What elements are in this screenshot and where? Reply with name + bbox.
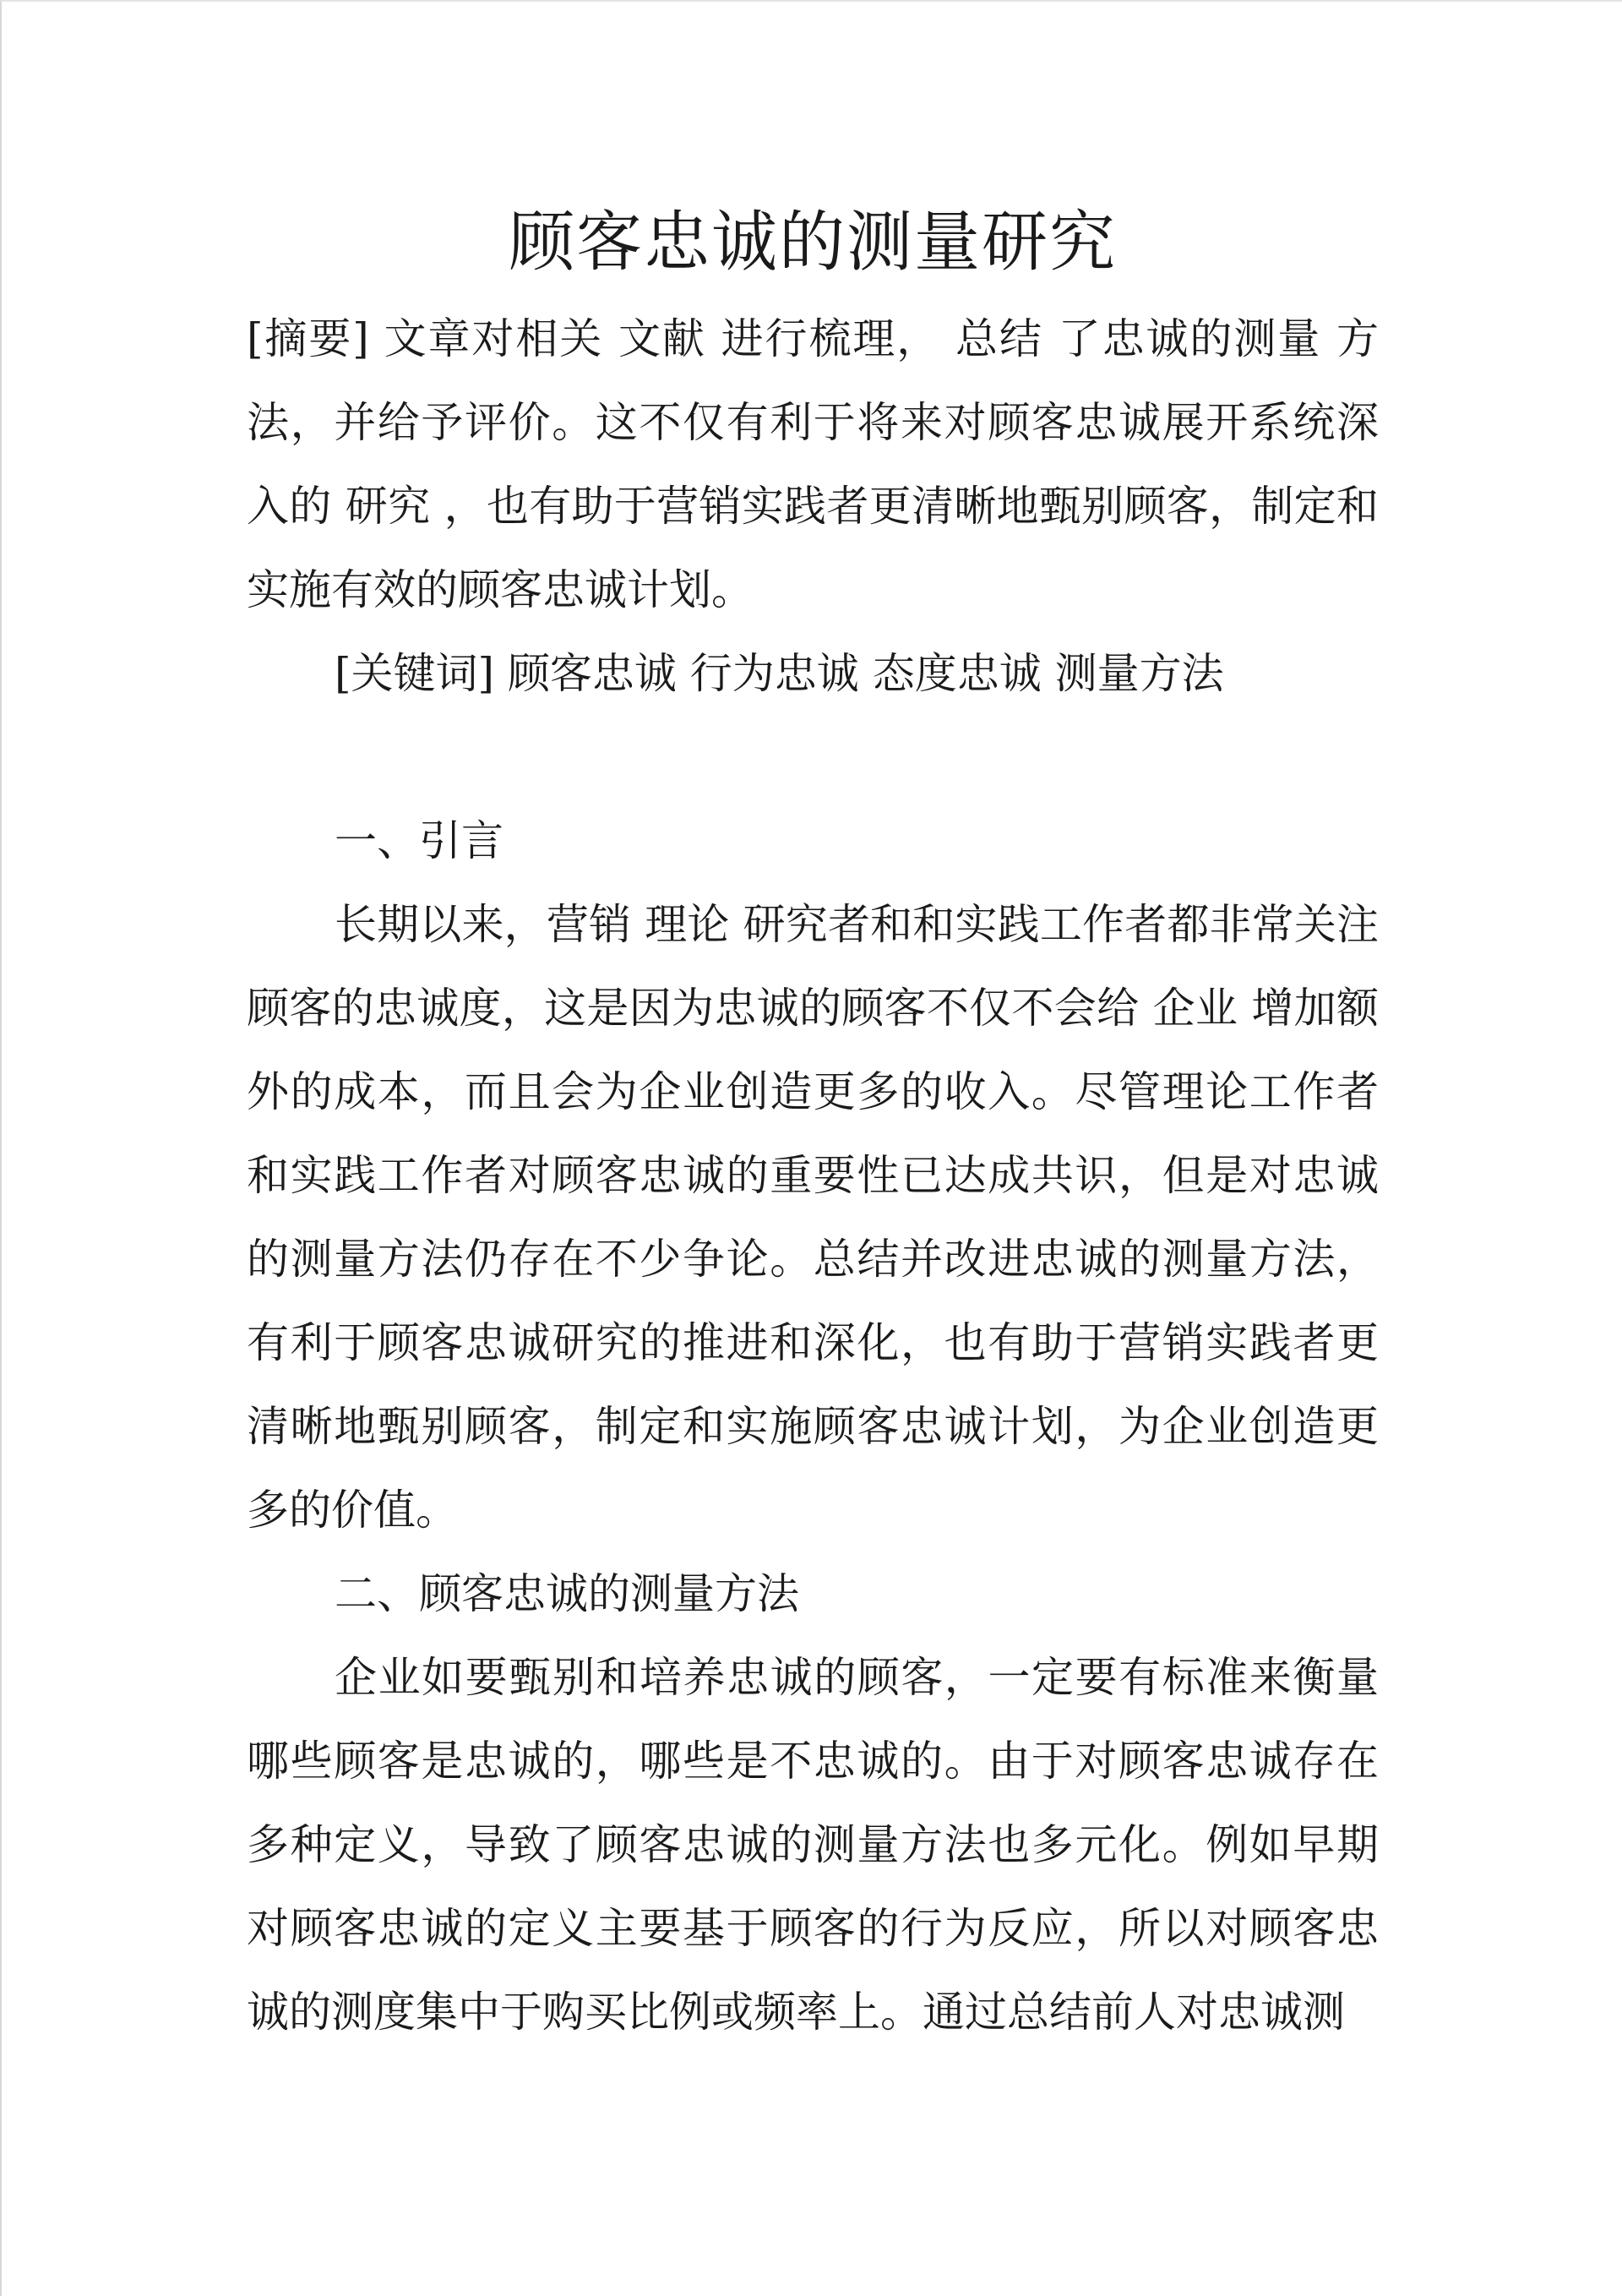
document-body <box>247 196 1379 2054</box>
abstract-paragraph: [摘要] 文章对相关 文献 进行梳理， 总结 了忠诚的测量 方法，并给予评价。这不仅有利于将来对顾客忠诚展开系统深入的 研究 ，也有助于营销实践者更清晰地甄别顾客，制定和实施有效的顾客忠诚计划。 <box>247 314 1379 614</box>
measurement-methods-paragraph: 企业如要甄别和培养忠诚的顾客，一定要有标准来衡量哪些顾客是忠诚的，哪些是不忠诚的。由于对顾客忠诚存在多种定义，导致了顾客忠诚的测量方法也多元化。例如早期对顾客忠诚的定义主要基于顾客的行为反应，所以对顾客忠诚的测度集中于购买比例或频率上。通过总结前人对忠诚测 <box>247 1653 1379 2037</box>
section-heading-measurement-methods: 二、顾客忠诚的测量方法 <box>335 1569 799 1618</box>
keywords-line: [关键词] 顾客忠诚 行为忠诚 态度忠诚 测量方法 <box>335 649 1224 698</box>
section-heading-introduction: 一、引言 <box>335 816 503 865</box>
blank-line <box>247 716 1379 799</box>
introduction-paragraph: 长期以来，营销 理论 研究者和和实践工作者都非常关注顾客的忠诚度，这是因为忠诚的顾客不仅不会给 企业 增加额外的成本，而且会为企业创造更多的收入。尽管理论工作者和实践工作者对顾客忠诚的重要性已达成共识，但是对忠诚的测量方法仍存在不少争论。总结并改进忠诚的测量方法，有利于顾客忠诚研究的推进和深化，也有助于营销实践者更清晰地甄别顾客，制定和实施顾客忠诚计划，为企业创造更多的价值。 <box>247 900 1379 1535</box>
document-title: 顾客忠诚的测量研究 <box>508 205 1117 281</box>
